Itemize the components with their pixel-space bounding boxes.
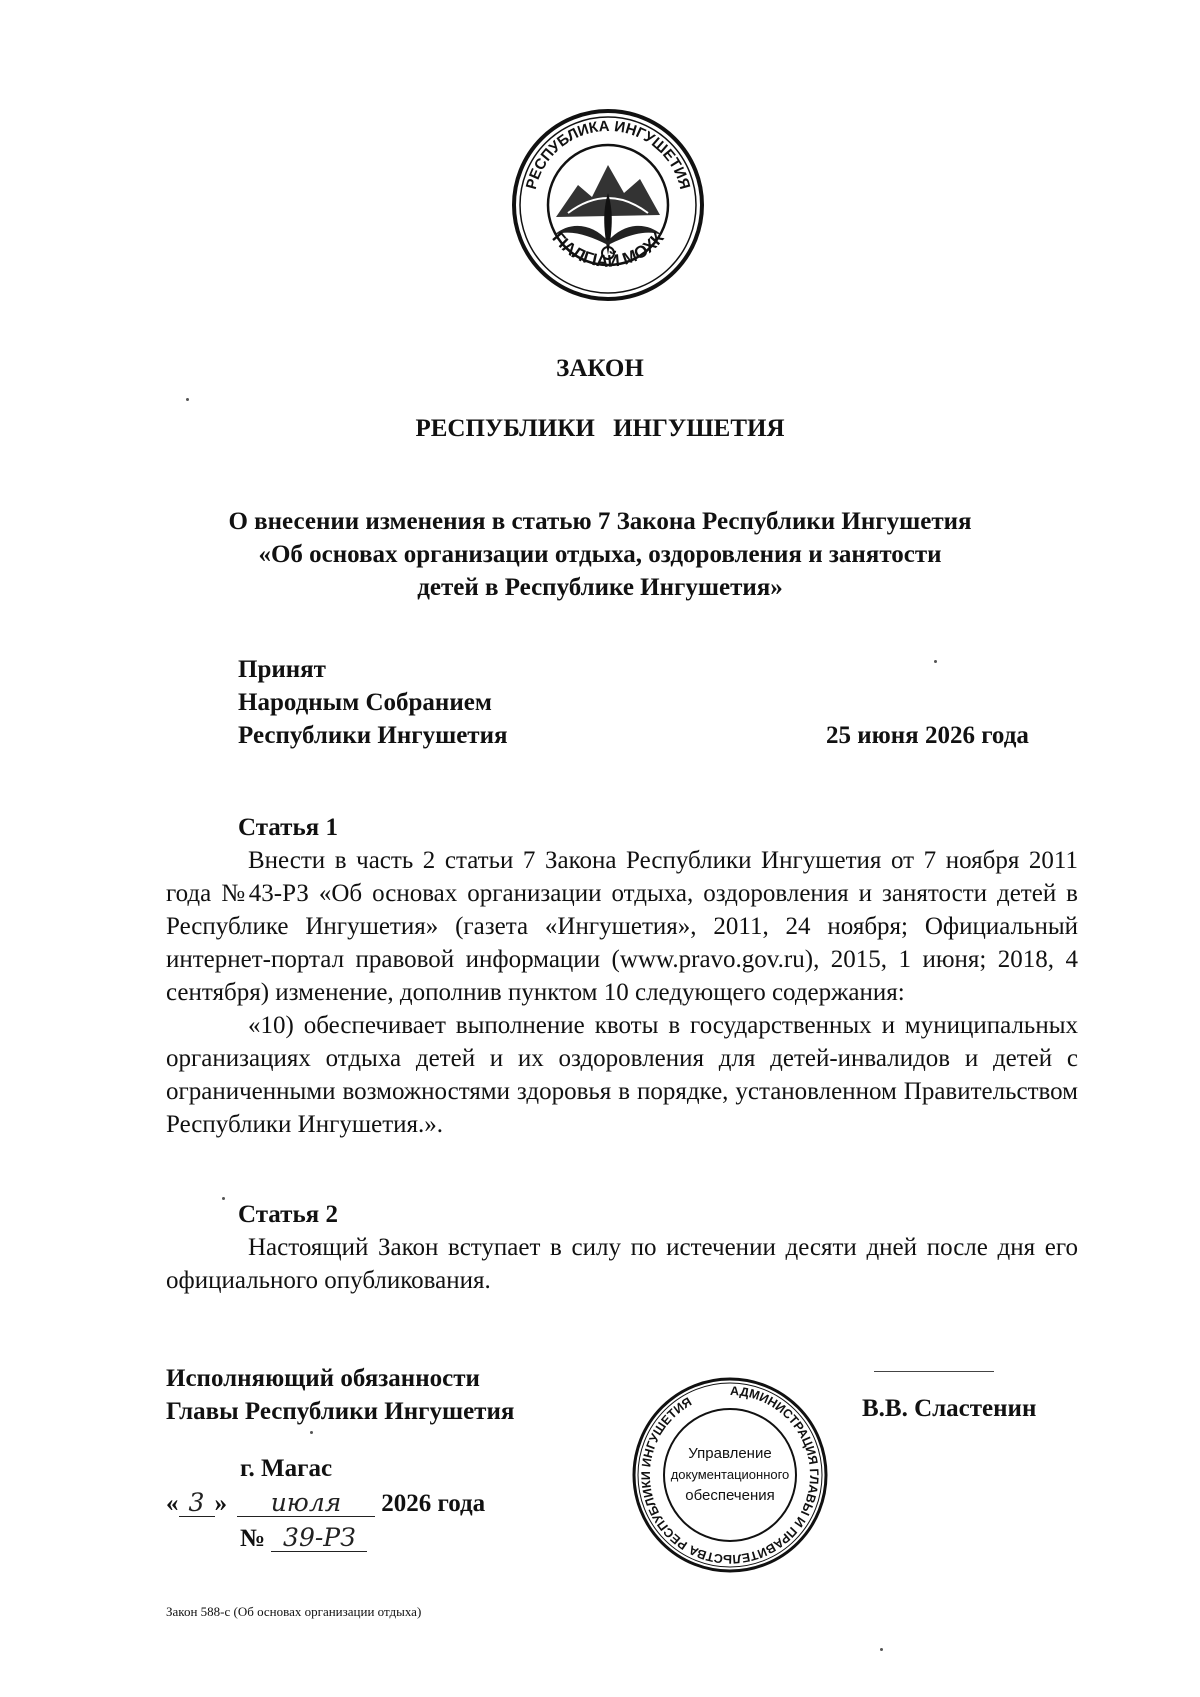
date-year: 2026 года [381, 1490, 486, 1517]
subject-line: «Об основах организации отдыха, оздоровления и занятости [258, 541, 942, 568]
law-number [240, 1525, 367, 1553]
signature-line [874, 1371, 994, 1372]
handwritten-number: 39-РЗ [271, 1525, 367, 1552]
adoption-line: Республики Ингушетия [238, 722, 508, 749]
scan-speck [934, 660, 937, 663]
scan-speck [310, 1431, 313, 1434]
scan-speck [222, 1197, 225, 1200]
official-stamp [630, 1375, 830, 1575]
article-1 [166, 811, 1078, 1141]
emblem-bottom-text: ГІАЛГІАЙ МОХК [548, 228, 668, 271]
signatory-title-line: Исполняющий обязанности [166, 1365, 480, 1392]
law-subject [160, 505, 1040, 604]
article-2 [166, 1198, 1078, 1297]
handwritten-day: 3 [179, 1490, 215, 1517]
article-heading: Статья 1 [238, 814, 338, 841]
article-paragraph: Настоящий Закон вступает в силу по истечении десяти дней после дня его официального опубликования. [166, 1234, 1078, 1294]
signatory-title [166, 1362, 514, 1428]
stamp-center-line: документационного [670, 1467, 790, 1482]
adoption-date: 25 июня 2026 года [826, 722, 1029, 749]
adoption-line: Принят [238, 656, 326, 683]
document-title: ЗАКОН [556, 355, 644, 382]
open-quote: « [166, 1490, 179, 1517]
scan-speck [880, 1648, 883, 1651]
signing-date [166, 1490, 485, 1518]
subject-line: О внесении изменения в статью 7 Закона Республики Ингушетия [228, 508, 972, 535]
emblem-top-text: РЕСПУБЛИКА ИНГУШЕТИЯ [522, 117, 694, 192]
footer-note: Закон 588-с (Об основах организации отдыха) [166, 1604, 422, 1619]
city: г. Магас [240, 1455, 333, 1482]
handwritten-month: июля [237, 1490, 375, 1517]
stamp-center-line: Управление [688, 1445, 772, 1462]
signatory-title-line: Главы Республики Ингушетия [166, 1398, 515, 1425]
stamp-ring-text: АДМИНИСТРАЦИЯ ГЛАВЫ И ПРАВИТЕЛЬСТВА РЕСПУБЛИКИ ИНГУШЕТИЯ [638, 1383, 822, 1567]
number-prefix: № [240, 1525, 266, 1552]
subject-line: детей в Республике Ингушетия» [417, 574, 783, 601]
article-paragraph: «10) обеспечивает выполнение квоты в государственных и муниципальных организациях отдыха детей и их оздоровления для детей-инвалидов и детей с ограниченными возможностями здоровья в порядке, установленном Правительством Республики Ингушетия.». [166, 1012, 1078, 1138]
article-paragraph: Внести в часть 2 статьи 7 Закона Республики Ингушетия от 7 ноября 2011 года №43-РЗ «Об основах организации отдыха, оздоровления и занятости детей в Республике Ингушетия» (газета «Ингушетия», 2011, 24 ноября; Официальный интернет-портал правовой информации (www.pravo.gov.ru), 2015, 1 июня; 2018, 4 сентября) изменение, дополнив пунктом 10 следующего содержания: [166, 847, 1078, 1006]
stamp-center-line: обеспечения [685, 1487, 775, 1504]
close-quote: » [214, 1490, 227, 1517]
article-heading: Статья 2 [238, 1201, 338, 1228]
scan-speck [186, 398, 189, 401]
signatory-name: В.В. Сластенин [862, 1395, 1037, 1422]
adoption-line: Народным Собранием [238, 689, 492, 716]
adoption-block [238, 653, 508, 752]
document-issuer: РЕСПУБЛИКИ ИНГУШЕТИЯ [415, 415, 785, 442]
coat-of-arms-emblem [508, 105, 708, 305]
